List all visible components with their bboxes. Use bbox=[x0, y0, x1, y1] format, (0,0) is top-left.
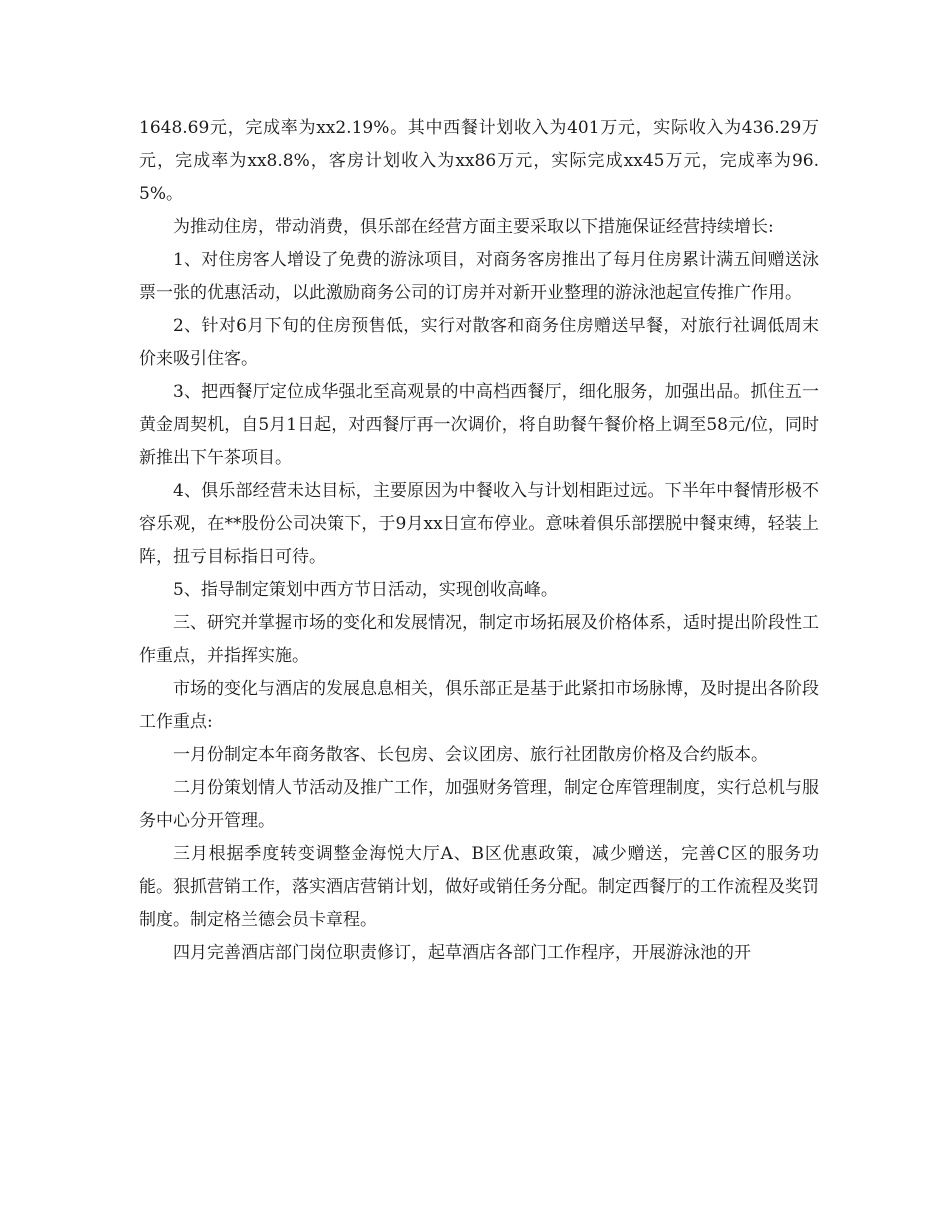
paragraph-measures-intro: 为推动住房，带动消费，俱乐部在经营方面主要采取以下措施保证经营持续增长: bbox=[173, 217, 774, 237]
paragraph-section-3-heading: 三、研究并掌握市场的变化和发展情况，制定市场拓展及价格体系，适时提出阶段性工作重点，并指挥实施。 bbox=[139, 613, 819, 666]
paragraph-february: 二月份策划情人节活动及推广工作，加强财务管理，制定仓库管理制度，实行总机与服务中心分开管理。 bbox=[139, 778, 819, 831]
paragraph-measure-5: 5、指导制定策划中西方节日活动，实现创收高峰。 bbox=[173, 580, 558, 600]
paragraph-market-intro: 市场的变化与酒店的发展息息相关，俱乐部正是基于此紧扣市场脉博，及时提出各阶段工作重点: bbox=[139, 679, 819, 732]
paragraph-measure-2: 2、针对6月下旬的住房预售低，实行对散客和商务住房赠送早餐，对旅行社调低周末价来吸引住客。 bbox=[139, 316, 819, 369]
paragraph-measure-1: 1、对住房客人增设了免费的游泳项目，对商务客房推出了每月住房累计满五间赠送泳票一张的优惠活动，以此激励商务公司的订房并对新开业整理的游泳池起宣传推广作用。 bbox=[139, 250, 819, 303]
document-body bbox=[139, 112, 819, 970]
paragraph-measure-3: 3、把西餐厅定位成华强北至高观景的中高档西餐厅，细化服务，加强出品。抓住五一黄金周契机，自5月1日起，对西餐厅再一次调价，将自助餐午餐价格上调至58元/位，同时新推出下午茶项目。 bbox=[139, 382, 819, 468]
paragraph-revenue-summary: 1648.69元，完成率为xx2.19%。其中西餐计划收入为401万元，实际收入为436.29万元，完成率为xx8.8%，客房计划收入为xx86万元，实际完成xx45万元，完成率为96.5%。 bbox=[139, 118, 819, 204]
paragraph-april: 四月完善酒店部门岗位职责修订，起草酒店各部门工作程序，开展游泳池的开 bbox=[173, 943, 751, 963]
paragraph-march: 三月根据季度转变调整金海悦大厅A、B区优惠政策，减少赠送，完善C区的服务功能。狠抓营销工作，落实酒店营销计划，做好或销任务分配。制定西餐厅的工作流程及奖罚制度。制定格兰德会员卡章程。 bbox=[139, 844, 819, 930]
paragraph-january: 一月份制定本年商务散客、长包房、会议团房、旅行社团散房价格及合约版本。 bbox=[173, 745, 768, 765]
paragraph-measure-4: 4、俱乐部经营未达目标，主要原因为中餐收入与计划相距过远。下半年中餐情形极不容乐观，在**股份公司决策下，于9月xx日宣布停业。意味着俱乐部摆脱中餐束缚，轻装上阵，扭亏目标指日可待。 bbox=[139, 481, 819, 567]
